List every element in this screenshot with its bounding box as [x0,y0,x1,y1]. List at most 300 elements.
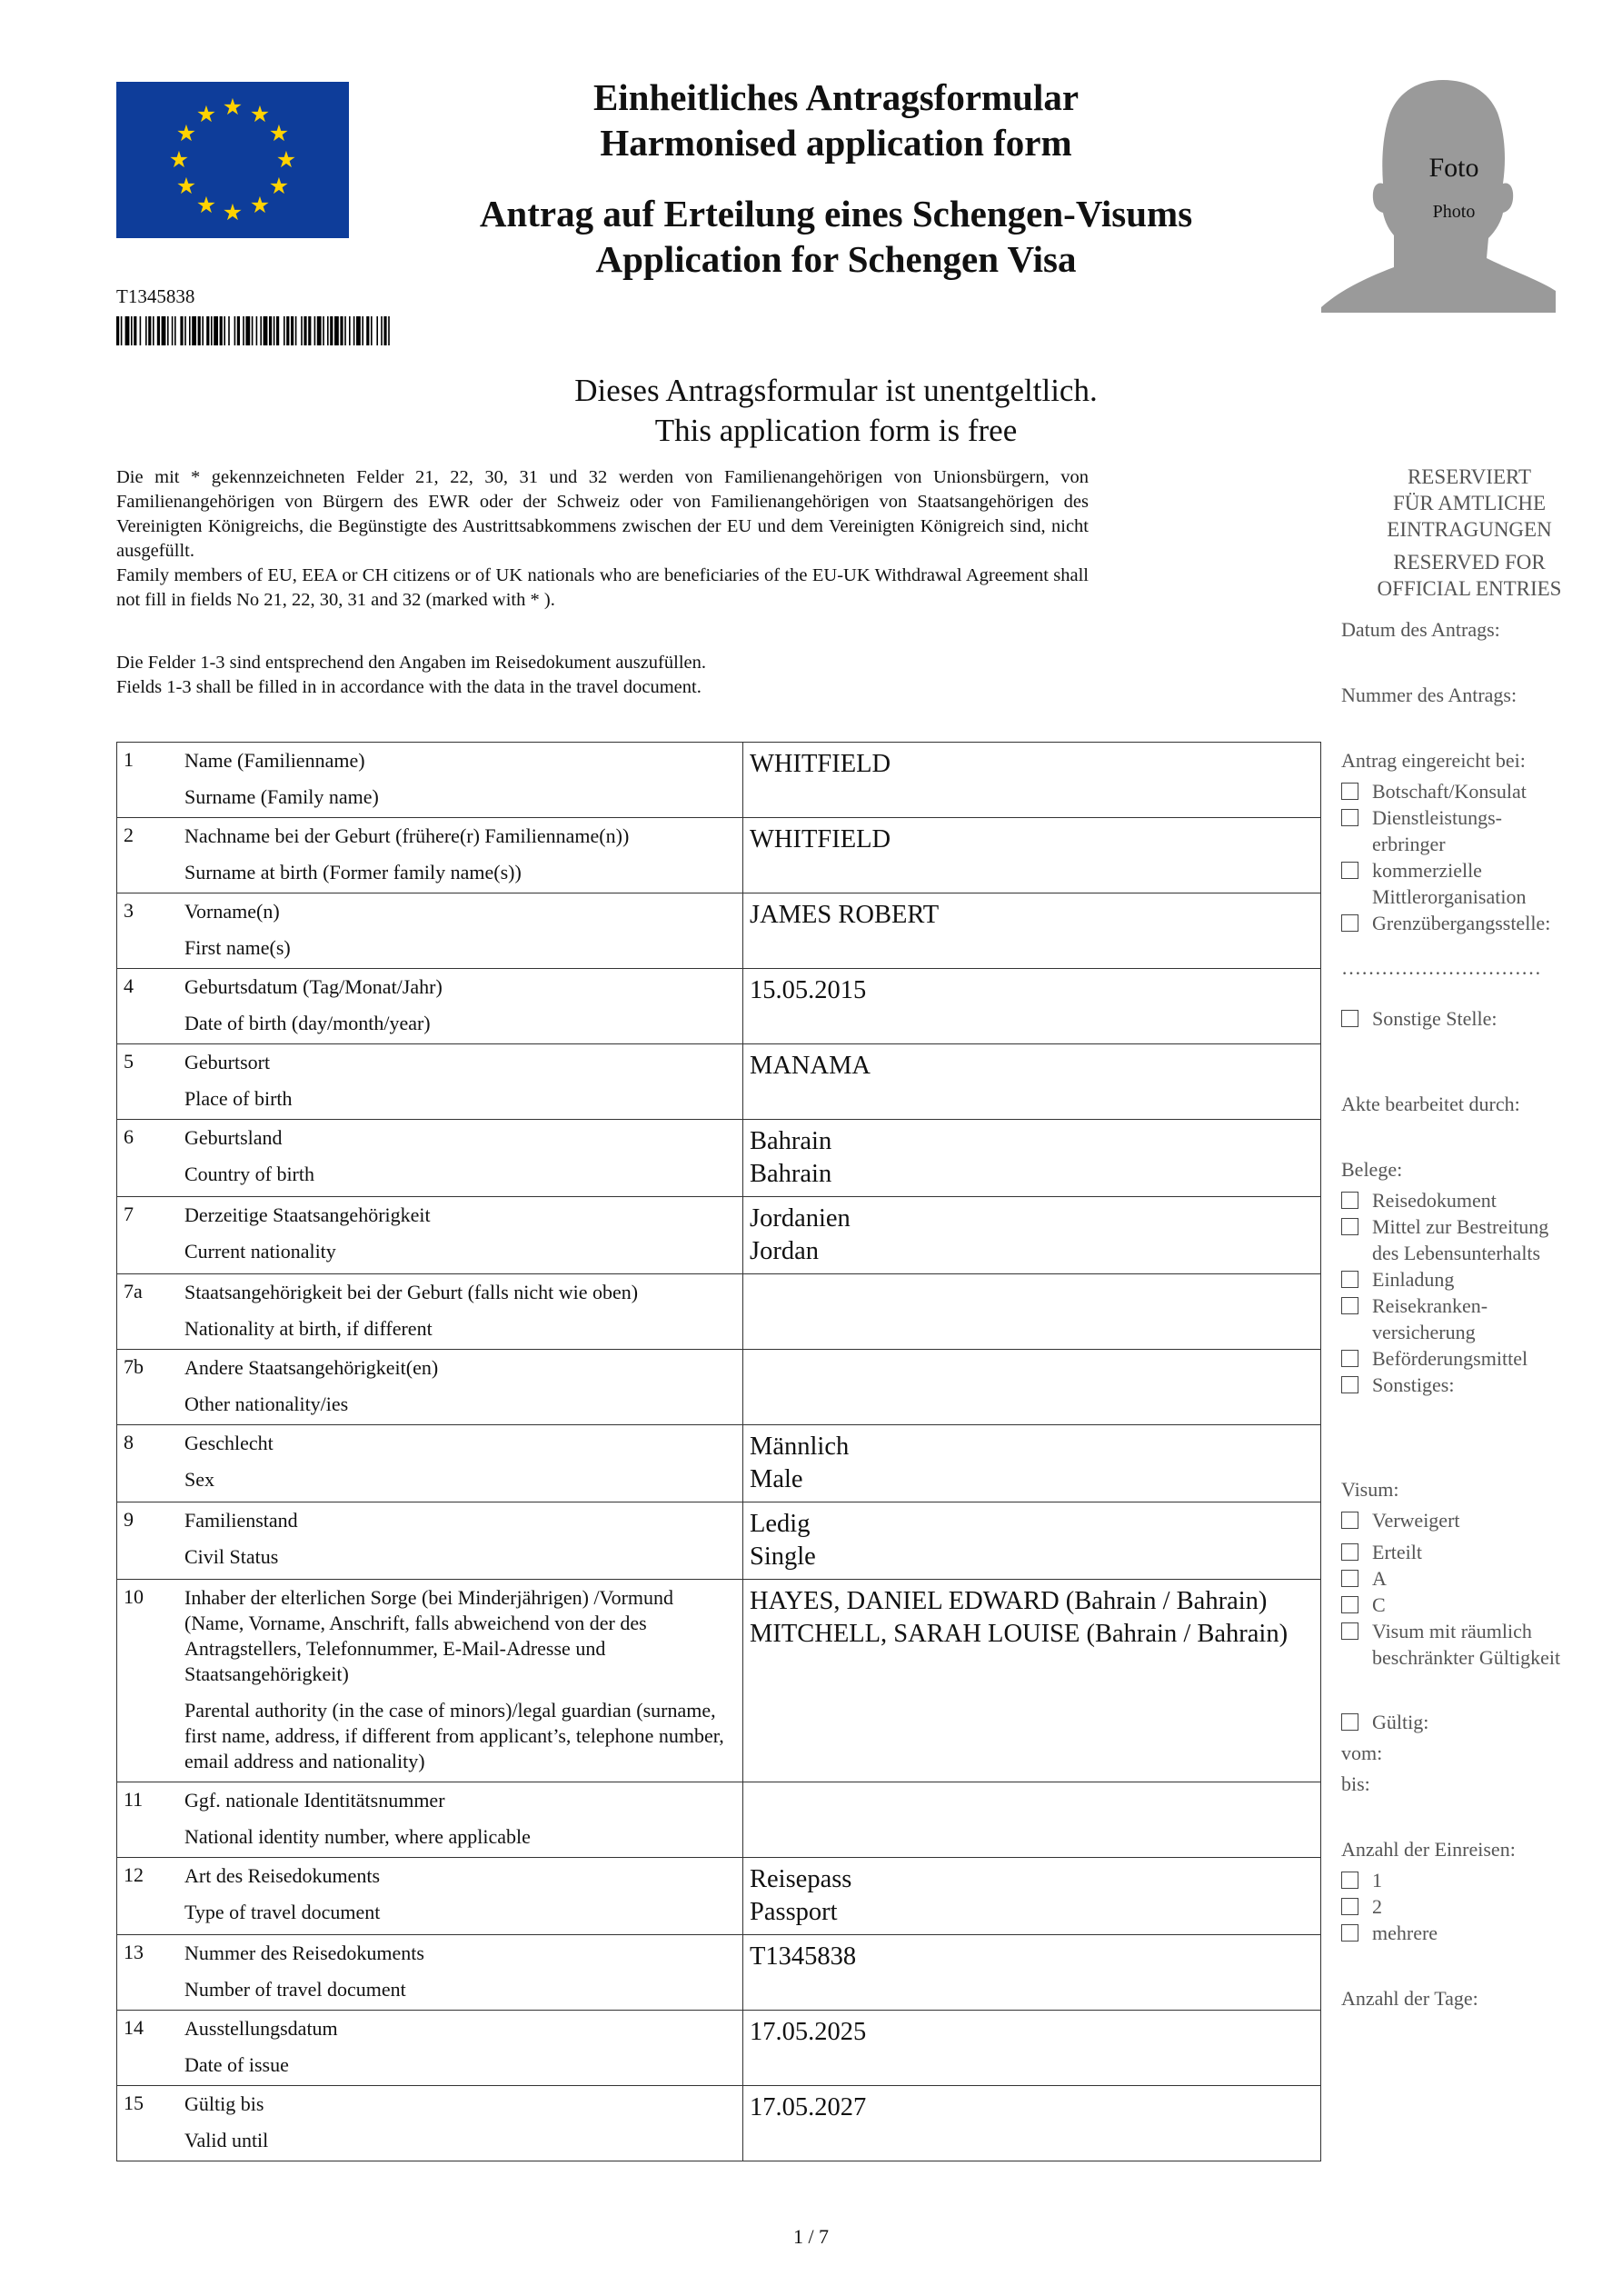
reserved-line: OFFICIAL ENTRIES [1377,577,1562,600]
checkbox-visa-ltv[interactable] [1341,1618,1561,1669]
barcode-bar [192,316,196,345]
free-notice-de: Dieses Antragsformular ist unentgeltlich. [574,373,1098,408]
field-label [174,1350,743,1425]
checkbox-box[interactable] [1341,1872,1358,1889]
field-value[interactable] [743,1044,1321,1120]
barcode-bar [366,316,369,345]
checkbox-label: Botschaft/Konsulat [1372,780,1527,803]
handled-by-label: Akte bearbeitet durch: [1341,1093,1520,1115]
field-label [174,1274,743,1350]
checkbox-box[interactable] [1341,1622,1358,1640]
field-label-en: Sex [184,1468,214,1491]
checkbox-box[interactable] [1341,783,1358,800]
checkbox-entries-2[interactable] [1341,1893,1382,1920]
field-value[interactable] [743,1350,1321,1425]
reserved-line: RESERVED FOR [1393,551,1546,574]
barcode-bar [157,316,160,345]
barcode-bar [356,316,361,345]
star-icon: ★ [222,199,244,225]
field-value-line: Bahrain [750,1127,832,1155]
checkbox-box[interactable] [1341,1596,1358,1613]
form-title-de: Einheitliches Antragsformular [592,76,1080,118]
checkbox-other-authority[interactable] [1341,1005,1498,1032]
checkbox-invitation[interactable] [1341,1266,1455,1293]
field-number: 14 [117,2011,175,2086]
star-icon: ★ [268,173,290,199]
field-label [174,969,743,1044]
form-row [117,1782,1321,1858]
field-label-de: Name (Familienname) [184,749,365,772]
field-number: 5 [117,1044,175,1120]
checkbox-visa-refused[interactable] [1341,1507,1460,1533]
valid-until-label: bis: [1341,1772,1370,1795]
star-icon: ★ [275,146,297,173]
form-row [117,1935,1321,2011]
checkbox-other-documents[interactable] [1341,1372,1455,1398]
field-value-line: WHITFIELD [750,825,891,854]
field-label-en: Valid until [184,2129,269,2151]
checkbox-label: Beförderungsmittel [1372,1347,1528,1370]
barcode-bar [140,316,142,345]
form-row [117,1580,1321,1782]
barcode-bar [371,316,373,345]
field-value[interactable] [743,818,1321,893]
form-row [117,818,1321,893]
checkbox-valid[interactable] [1341,1709,1429,1735]
barcode-bar [224,316,225,345]
field-label-de: Familienstand [184,1509,298,1532]
fields-instruction-en: Fields 1-3 shall be filled in in accordance with the data in the travel document. [116,677,702,697]
checkbox-label: 2 [1372,1895,1382,1918]
barcode-bar [202,316,204,345]
field-label [174,1502,743,1580]
fields-instruction-de: Die Felder 1-3 sind entsprechend den Angaben im Reisedokument auszufüllen. [116,653,707,673]
barcode-bar [198,316,201,345]
field-value-line: 17.05.2025 [750,2018,867,2046]
reserved-line: EINTRAGUNGEN [1387,518,1552,541]
barcode-bar [317,316,322,345]
barcode-bar [376,316,378,345]
reserved-heading-de [1341,464,1597,543]
form-row [117,1197,1321,1274]
checkbox-box[interactable] [1341,1218,1358,1235]
field-number: 9 [117,1502,175,1580]
barcode-bar [284,316,285,345]
checkbox-means-of-subsistence[interactable] [1341,1213,1549,1264]
barcode-bar [304,316,306,345]
field-value[interactable] [743,1120,1321,1197]
checkbox-visa-issued[interactable] [1341,1539,1422,1565]
field-label [174,1044,743,1120]
label-line: Reisekranken- [1372,1294,1488,1317]
field-label-en: Nationality at birth, if different [184,1317,433,1340]
field-label-de: Andere Staatsangehörigkeit(en) [184,1356,439,1379]
field-value-line: Male [750,1465,803,1493]
barcode-bar [228,316,230,345]
field-label-en: National identity number, where applicable [184,1825,531,1848]
field-label [174,893,743,969]
field-value-line: Reisepass [750,1865,852,1893]
label-line: versicherung [1372,1321,1476,1343]
barcode-bar [180,316,183,345]
documents-label: Belege: [1341,1158,1403,1181]
checkbox-box[interactable] [1341,862,1358,879]
barcode-bar [291,316,294,345]
label-line: Dienstleistungs- [1372,806,1502,829]
checkbox-box[interactable] [1341,1192,1358,1209]
field-label-en: Other nationality/ies [184,1393,349,1415]
checkbox-label: Reisedokument [1372,1189,1497,1212]
checkbox-entries-multiple[interactable] [1341,1920,1438,1946]
checkbox-entries-1[interactable] [1341,1867,1382,1893]
field-label-de: Geburtsdatum (Tag/Monat/Jahr) [184,975,443,998]
label-line: Visum mit räumlich [1372,1620,1532,1642]
eu-flag-logo [116,82,349,238]
star-icon: ★ [268,120,290,146]
form-row [117,1425,1321,1502]
photo-label-de: Foto [1428,153,1479,183]
field-value[interactable] [743,2086,1321,2161]
photo-placeholder-silhouette [1321,76,1557,313]
barcode-bar [334,316,339,345]
checkbox-service-provider[interactable] [1341,804,1502,855]
barcode-bar [184,316,186,345]
barcode-bar [174,316,176,345]
star-icon: ★ [222,94,244,120]
field-value[interactable] [743,1935,1321,2011]
form-subtitle-de: Antrag auf Erteilung eines Schengen-Visums [479,193,1193,235]
checkbox-label: Einladung [1372,1268,1455,1291]
field-label [174,1425,743,1502]
barcode-bar [388,316,390,345]
checkbox-box[interactable] [1341,809,1358,826]
checkbox-means-of-transport[interactable] [1341,1345,1528,1372]
barcode-bar [269,316,272,345]
document-number: T1345838 [116,285,195,307]
checkbox-label [1372,1213,1548,1266]
field-number: 11 [117,1782,175,1858]
application-date-label: Datum des Antrags: [1341,618,1500,641]
label-line: des Lebensunterhalts [1372,1242,1541,1264]
submitted-at-label: Antrag eingereicht bei: [1341,749,1526,772]
field-value[interactable] [743,1274,1321,1350]
barcode-bar [260,316,262,345]
field-label-en: Number of travel document [184,1978,406,2001]
field-label-en: Civil Status [184,1545,279,1568]
barcode-bar [344,316,346,345]
checkbox-label: 1 [1372,1869,1382,1892]
barcode-bar [256,316,258,345]
form-row [117,743,1321,818]
barcode-bar [381,316,383,345]
barcode-bar [167,316,169,345]
field-value-line: HAYES, DANIEL EDWARD (Bahrain / Bahrain) [750,1587,1268,1615]
field-number: 1 [117,743,175,818]
field-value[interactable] [743,969,1321,1044]
barcode-bar [214,316,218,345]
field-number: 2 [117,818,175,893]
checkbox-box[interactable] [1341,1376,1358,1393]
checkbox-visa-type-a[interactable] [1341,1565,1387,1592]
field-value[interactable] [743,1425,1321,1502]
field-number: 8 [117,1425,175,1502]
field-number: 10 [117,1580,175,1782]
field-number: 7b [117,1350,175,1425]
field-number: 7 [117,1197,175,1274]
checkbox-box[interactable] [1341,1570,1358,1587]
visa-label: Visum: [1341,1478,1399,1501]
barcode-bar [362,316,363,345]
barcode-bar [145,316,147,345]
barcode-bar [274,316,275,345]
field-value[interactable] [743,893,1321,969]
star-icon: ★ [195,192,217,218]
field-label-en: Country of birth [184,1163,314,1185]
field-label-en: Date of birth (day/month/year) [184,1012,431,1034]
field-label [174,1120,743,1197]
photo-label-en: Photo [1432,202,1476,222]
field-number: 7a [117,1274,175,1350]
field-label [174,1858,743,1935]
dotted-line: ………………………… [1341,956,1541,979]
label-line: kommerzielle [1372,859,1482,882]
barcode-bar [189,316,191,345]
field-label-de: Nachname bei der Geburt (frühere(r) Familienname(n)) [184,824,630,847]
label-line: Mittel zur Bestreitung [1372,1215,1549,1238]
field-value-line: Männlich [750,1433,850,1461]
barcode-bar [349,316,351,345]
field-label [174,1782,743,1858]
checkbox-label: A [1372,1567,1387,1590]
field-number: 13 [117,1935,175,2011]
barcode-bar [330,316,333,345]
field-number: 12 [117,1858,175,1935]
checkbox-label [1372,1618,1560,1671]
checkbox-box[interactable] [1341,1898,1358,1915]
field-value-line: WHITFIELD [750,750,891,778]
field-number: 6 [117,1120,175,1197]
field-label-en: Current nationality [184,1240,336,1263]
field-label-de: Geburtsland [184,1126,283,1149]
form-row [117,1120,1321,1197]
field-label-en: Surname at birth (Former family name(s)) [184,861,522,883]
checkbox-border-crossing[interactable] [1341,910,1551,936]
field-label [174,2011,743,2086]
checkbox-label: Erteilt [1372,1541,1422,1563]
field-label [174,2086,743,2161]
field-value-line: MANAMA [750,1052,871,1080]
form-row [117,1858,1321,1935]
reserved-heading-en [1341,549,1597,602]
checkbox-label: C [1372,1593,1386,1616]
page-number: 1 / 7 [792,2225,830,2248]
checkbox-label [1372,804,1502,857]
field-value-line: Passport [750,1898,838,1926]
checkbox-box[interactable] [1341,1924,1358,1942]
barcode-bar [314,316,316,345]
form-title-en: Harmonised application form [600,122,1072,164]
field-value[interactable] [743,1502,1321,1580]
checkbox-box[interactable] [1341,1350,1358,1367]
label-line: Mittlerorganisation [1372,885,1527,908]
checkbox-label [1372,857,1526,910]
field-label-de: Derzeitige Staatsangehörigkeit [184,1203,431,1226]
checkbox-visa-type-c[interactable] [1341,1592,1386,1618]
barcode-bar [340,316,343,345]
field-label-de: Geburtsort [184,1051,271,1073]
form-row [117,969,1321,1044]
barcode-bar [131,316,133,345]
number-of-entries-label: Anzahl der Einreisen: [1341,1838,1516,1861]
label-line: beschränkter Gültigkeit [1372,1646,1561,1669]
field-label [174,1935,743,2011]
field-value-line: T1345838 [750,1942,857,1971]
barcode-bar [125,316,130,345]
checkbox-label: Gültig: [1372,1711,1429,1733]
star-icon: ★ [195,101,217,127]
barcode-bar [252,316,254,345]
field-value-line: 15.05.2015 [750,976,867,1004]
barcode-bar [353,316,355,345]
family-member-notice-en: Family members of EU, EEA or CH citizens or of UK nationals who are beneficiaries of the EU-UK Withdrawal Agreement shall not fill in fields No 21, 22, 30, 31 and 32 (marked with * ). [116,565,1089,610]
checkbox-label: Grenzübergangsstelle: [1372,912,1551,934]
barcode-bar [286,316,289,345]
checkbox-label: Verweigert [1372,1509,1460,1532]
star-icon: ★ [168,146,190,173]
checkbox-box[interactable] [1341,1512,1358,1529]
field-label [174,1580,743,1782]
barcode-bar [234,316,236,345]
form-row [117,1350,1321,1425]
barcode-bar [172,316,174,345]
barcode-bar [206,316,209,345]
checkbox-label: Sonstige Stelle: [1372,1007,1498,1030]
barcode-bar [211,316,213,345]
field-value-line: JAMES ROBERT [750,901,940,929]
checkbox-label: Sonstiges: [1372,1373,1455,1396]
application-number-label: Nummer des Antrags: [1341,684,1518,706]
field-label-de: Staatsangehörigkeit bei der Geburt (falls nicht wie oben) [184,1281,639,1303]
barcode-bar [243,316,244,345]
field-number: 4 [117,969,175,1044]
field-value-line: Bahrain [750,1160,832,1188]
form-row [117,2011,1321,2086]
barcode-bar [301,316,303,345]
form-row [117,893,1321,969]
barcode-bar [276,316,279,345]
field-value-line: Jordan [750,1237,819,1265]
checkbox-label: mehrere [1372,1922,1438,1944]
form-subtitle-en: Application for Schengen Visa [595,238,1077,280]
checkbox-embassy[interactable] [1341,778,1527,804]
checkbox-box[interactable] [1341,1543,1358,1561]
barcode-bar [327,316,329,345]
barcode-bar [162,316,166,345]
field-label-en: Type of travel document [184,1901,381,1923]
barcode-bar [295,316,297,345]
checkbox-travel-insurance[interactable] [1341,1293,1488,1343]
barcode-bar [121,316,123,345]
barcode-bar [237,316,240,345]
field-value[interactable] [743,1782,1321,1858]
number-of-days-label: Anzahl der Tage: [1341,1987,1478,2010]
field-value[interactable] [743,2011,1321,2086]
field-label [174,818,743,893]
barcode-bar [383,316,386,345]
field-label-en: Parental authority (in the case of minors)/legal guardian (surname, first name, address, if different from applicant’s, telephone number, email address and nationality) [184,1699,724,1772]
form-row [117,1044,1321,1120]
field-label-de: Nummer des Reisedokuments [184,1942,424,1964]
checkbox-box[interactable] [1341,1271,1358,1288]
field-value-line: 17.05.2027 [750,2093,867,2121]
barcode-bar [134,316,136,345]
field-label-en: Date of issue [184,2053,289,2076]
field-value[interactable] [743,1858,1321,1935]
barcode [116,316,473,345]
field-label [174,1197,743,1274]
field-label-de: Art des Reisedokuments [184,1864,381,1887]
field-number: 3 [117,893,175,969]
barcode-bar [220,316,223,345]
field-value-line: MITCHELL, SARAH LOUISE (Bahrain / Bahrain) [750,1620,1289,1648]
fields-instruction [116,651,1089,700]
reserved-line: RESERVIERT [1407,465,1532,488]
free-notice-en: This application form is free [654,413,1018,448]
field-value-line: Jordanien [750,1204,851,1233]
field-label-de: Inhaber der elterlichen Sorge (bei Minderjährigen) /Vormund (Name, Vorname, Anschrift, falls abweichend von der des Antragstellers, Telefonnummer, E-Mail-Adresse und Staatsangehörigkeit) [184,1586,674,1685]
checkbox-box[interactable] [1341,1010,1358,1027]
checkbox-box[interactable] [1341,1297,1358,1314]
barcode-bar [148,316,151,345]
checkbox-box[interactable] [1341,914,1358,932]
field-label-de: Ausstellungsdatum [184,2017,338,2040]
field-number: 15 [117,2086,175,2161]
checkbox-box[interactable] [1341,1713,1358,1731]
checkbox-travel-document[interactable] [1341,1187,1497,1213]
field-label-de: Gültig bis [184,2092,264,2115]
field-label-en: Surname (Family name) [184,785,379,808]
form-row [117,2086,1321,2161]
field-label-en: First name(s) [184,936,291,959]
field-value[interactable] [743,1580,1321,1782]
field-value[interactable] [743,1197,1321,1274]
barcode-bar [264,316,268,345]
barcode-bar [323,316,324,345]
checkbox-label [1372,1293,1488,1345]
family-member-notice-de: Die mit * gekennzeichneten Felder 21, 22, 30, 31 und 32 werden von Familienangehörigen von Unionsbürgern, von Familienangehörigen von Bürgern des EWR oder der Schweiz oder von Familienangehörigen von Staatsangehörigen des Vereinigten Königreichs, die Begünstigte des Austrittsabkommens zwischen der EU und dem Vereinigten Königreich sind, nicht ausgefüllt. [116,467,1089,561]
form-row [117,1274,1321,1350]
star-icon: ★ [249,192,271,218]
label-line: erbringer [1372,833,1446,855]
field-value[interactable] [743,743,1321,818]
form-row [117,1502,1321,1580]
family-member-notice [116,465,1089,613]
field-value-line: Single [750,1542,816,1571]
star-icon: ★ [175,173,197,199]
star-icon: ★ [175,120,197,146]
valid-from-label: vom: [1341,1742,1383,1764]
field-label-de: Ggf. nationale Identitätsnummer [184,1789,445,1812]
star-icon: ★ [249,101,271,127]
barcode-bar [116,316,119,345]
field-label [174,743,743,818]
field-label-de: Vorname(n) [184,900,280,923]
checkbox-commercial-intermediary[interactable] [1341,857,1527,908]
field-value-line: Ledig [750,1510,811,1538]
field-label-de: Geschlecht [184,1432,274,1454]
reserved-line: FÜR AMTLICHE [1392,492,1547,514]
applicant-form-table [116,742,1321,2161]
